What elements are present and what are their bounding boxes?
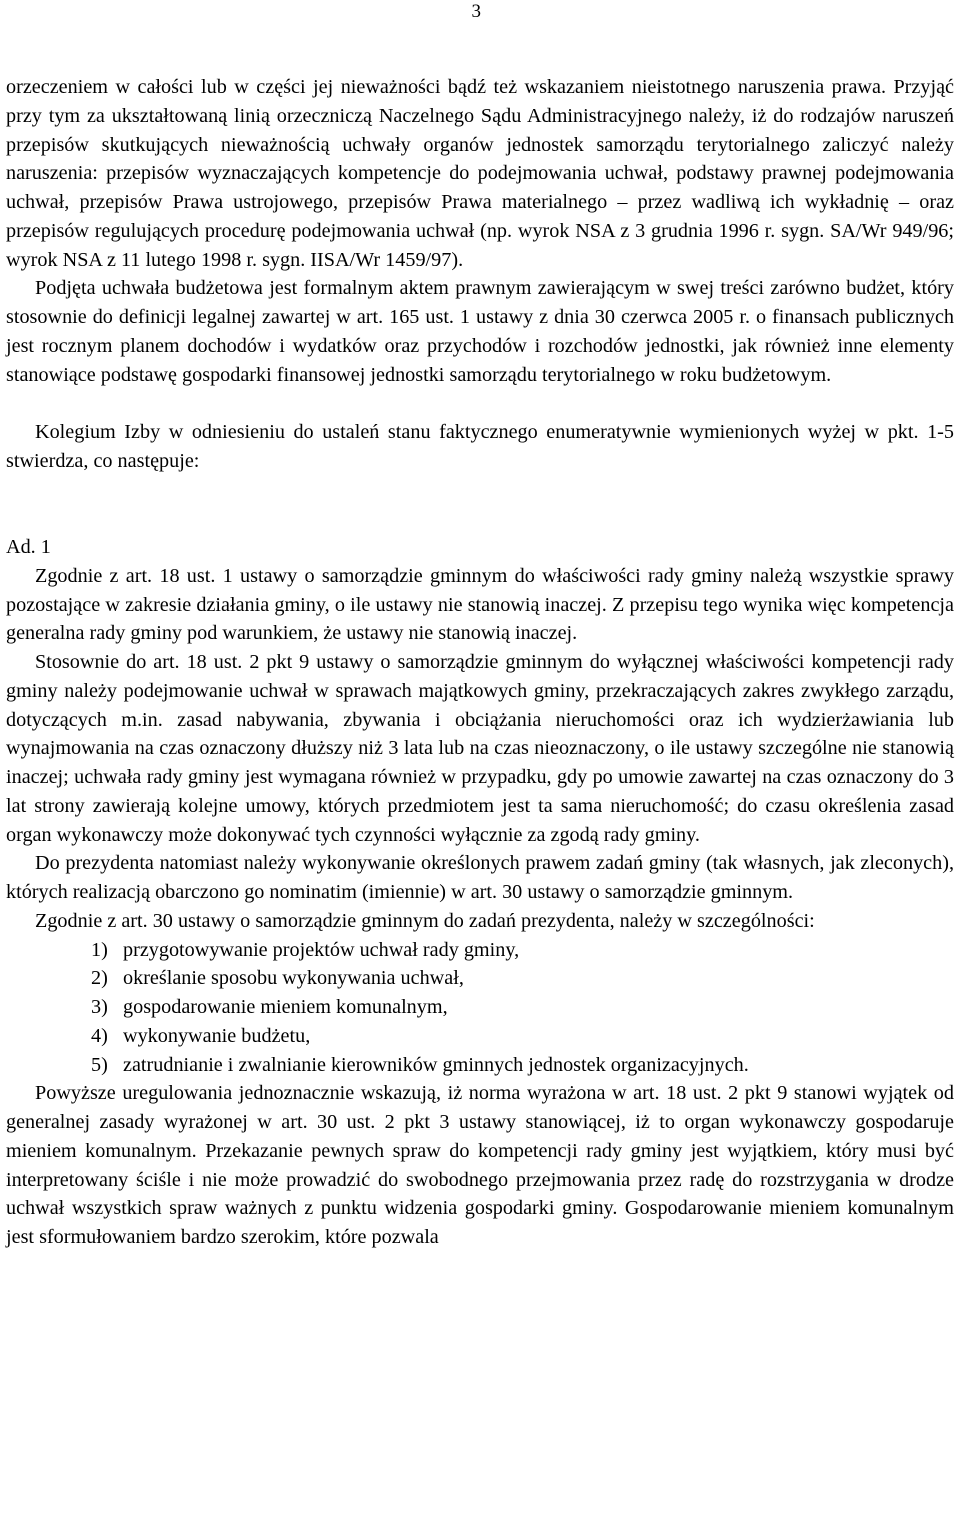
list-item: 5) zatrudnianie i zwalnianie kierowników gminnych jednostek organizacyjnych. (91, 1053, 749, 1076)
list-item: 2) określanie sposobu wykonywania uchwał, (91, 967, 464, 990)
paragraph-president-duties: Do prezydenta natomiast należy wykonywanie określonych prawem zadań gminy (tak własnych, jak zleconych), których realizacją obarczono go nominatim (imiennie) w art. 30 ustawy o samorządzie gminnym. (6, 852, 954, 903)
president-tasks-list (6, 936, 954, 1080)
paragraph-budget-resolution: Podjęta uchwała budżetowa jest formalnym aktem prawnym zawierającym w swej treści zarówno budżet, który stosownie do definicji legalnej zawartej w art. 165 ust. 1 ustawy z dnia 30 czerwca 2005 r. o finansach publicznych jest rocznym planem dochodów i wydatków oraz przychodów i rozchodów jednostki, jak również inne elementy stanowiące podstawę gospodarki finansowej jednostki samorządu terytorialnego w roku budżetowym. (6, 277, 954, 386)
list-item: 3) gospodarowanie mieniem komunalnym, (91, 996, 448, 1018)
list-item: 4) wykonywanie budżetu, (91, 1024, 311, 1047)
paragraph-art-18-ust-2: Stosownie do art. 18 ust. 2 pkt 9 ustawy o samorządzie gminnym do wyłącznej właściwości kompetencji rady gminy należy podejmowanie uchwał w sprawach majątkowych gminy, przekraczających zakres zwykłego zarządu, dotyczących m.in. zasad nabywania, zbywania i obciążania nieruchomości oraz ich wydzierżawiania lub wynajmowania na czas oznaczony dłuższy niż 3 lata lub na czas nieoznaczony, o ile ustawy szczególne nie stanowią inaczej; uchwała rady gminy jest wymagana również w przypadku, gdy po umowie zawartej na czas oznaczony do 3 lat strony zawierają kolejne umowy, których przedmiotem jest ta sama nieruchomość; do czasu określenia zasad organ wykonawczy może dokonywać tych czynności wyłącznie za zgodą rady gminy. (6, 651, 954, 846)
document-body (6, 73, 954, 1252)
page-number: 3 (471, 1, 481, 22)
paragraph-art-18-ust-1: Zgodnie z art. 18 ust. 1 ustawy o samorządzie gminnym do właściwości rady gminy należą wszystkie sprawy pozostające w zakresie działania gminy, o ile ustawy nie stanowią inaczej. Z przepisu tego wynika więc kompetencja generalna rady gminy pod warunkiem, że ustawy nie stanowią inaczej. (6, 564, 954, 645)
paragraph-nsa-case-law: orzeczeniem w całości lub w części jej nieważności bądź też wskazaniem nieistotnego naruszenia prawa. Przyjąć przy tym za ukształtowaną linią orzeczniczą Naczelnego Sądu Administracyjnego należy, iż do rodzajów naruszeń przepisów skutkujących nieważnością uchwały organów jednostek samorządu terytorialnego zaliczyć należy naruszenia: przepisów wyznaczających kompetencje do podejmowania uchwał, podstawy prawnej podejmowania uchwał, przepisów Prawa ustrojowego, przepisów Prawa materialnego – przez wadliwą ich wykładnię – oraz przepisów regulujących procedurę podejmowania uchwał (np. wyrok NSA z 3 grudnia 1996 r. sygn. SA/Wr 949/96; wyrok NSA z 11 lutego 1998 r. sygn. IISA/Wr 1459/97). (6, 76, 954, 271)
list-item: 1) przygotowywanie projektów uchwał rady gminy, (91, 938, 520, 961)
paragraph-college-statement: Kolegium Izby w odniesieniu do ustaleń stanu faktycznego enumeratywnie wymienionych wyżej w pkt. 1-5 stwierdza, co następuje: (6, 421, 954, 472)
paragraph-art-30: Zgodnie z art. 30 ustawy o samorządzie gminnym do zadań prezydenta, należy w szczególności: (35, 909, 815, 932)
paragraph-conclusion: Powyższe uregulowania jednoznacznie wskazują, iż norma wyrażona w art. 18 ust. 2 pkt 9 stanowi wyjątek od generalnej zasady wyrażonej w art. 30 ust. 2 pkt 3 ustawy stanowiącej, iż to organ wykonawczy gospodaruje mieniem komunalnym. Przekazanie pewnych spraw do kompetencji rady gminy jest wyjątkiem, który musi być interpretowany ściśle i nie może prowadzić do swobodnego przejmowania przez radę do rozstrzygania w drodze uchwał wszystkich spraw ważnych z punktu widzenia gospodarki gminy. Gospodarowanie mieniem komunalnym jest sformułowaniem bardzo szerokim, które pozwala (6, 1082, 954, 1248)
section-heading-ad-1: Ad. 1 (6, 536, 51, 558)
